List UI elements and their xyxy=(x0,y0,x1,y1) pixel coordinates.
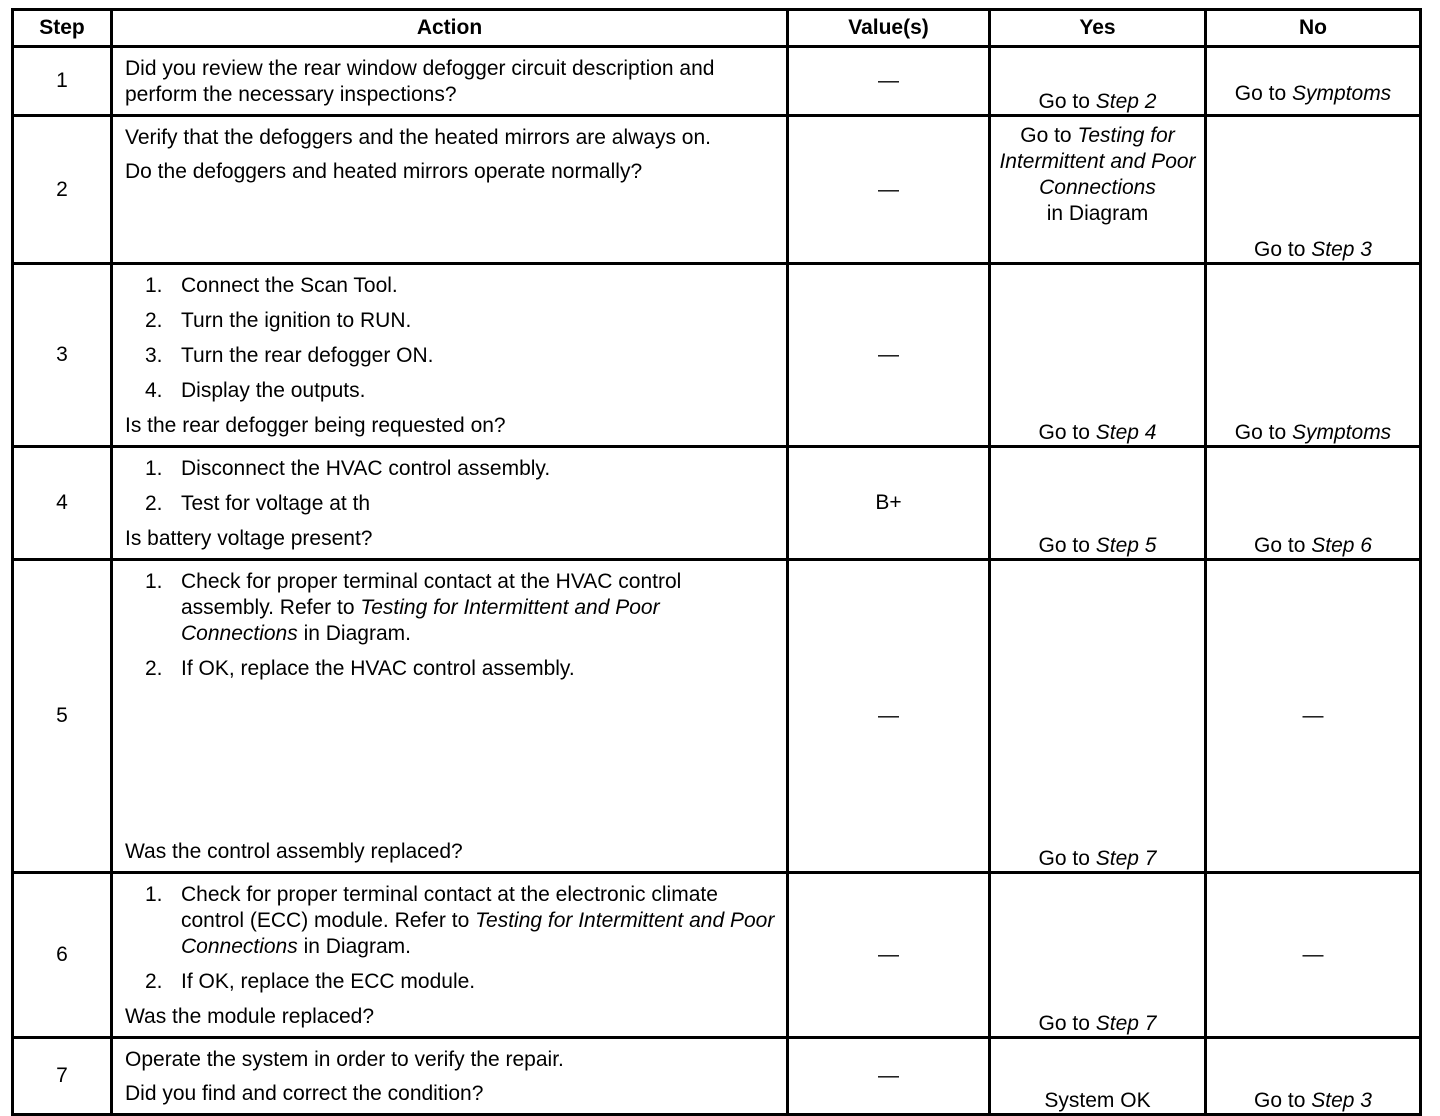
action-cell xyxy=(112,47,788,116)
diagnostic-table xyxy=(11,8,1422,1116)
yes-suffix: in Diagram xyxy=(1046,202,1149,225)
action-question: Did you find and correct the condition? xyxy=(125,1082,484,1105)
table-row xyxy=(13,873,1421,1038)
action-text: Did you review the rear window defogger circuit description and perform the necessary inspections? xyxy=(125,57,715,106)
action-step: 2. Test for voltage at th xyxy=(145,492,371,515)
yes-prefix: Go to xyxy=(1038,90,1096,113)
step-number: 6 xyxy=(13,873,112,1038)
header-step: Step xyxy=(13,10,112,47)
no-link[interactable]: Step 3 xyxy=(1311,238,1372,261)
yes-cell xyxy=(990,560,1206,873)
action-cell xyxy=(112,116,788,264)
no-cell xyxy=(1206,116,1421,264)
yes-prefix: Go to xyxy=(1020,124,1078,147)
header-no: No xyxy=(1206,10,1421,47)
value-cell: — xyxy=(788,47,990,116)
step-number: 4 xyxy=(13,447,112,560)
action-steps xyxy=(125,456,780,526)
action-cell xyxy=(112,447,788,560)
no-prefix: Go to xyxy=(1254,1089,1312,1112)
no-cell xyxy=(1206,264,1421,447)
action-cell xyxy=(112,1038,788,1115)
reference-link[interactable]: Testing for Intermittent and Poor Connections xyxy=(181,909,775,958)
header-yes: Yes xyxy=(990,10,1206,47)
step-number: 7 xyxy=(13,1038,112,1115)
action-question: Was the control assembly replaced? xyxy=(125,840,463,863)
yes-prefix: Go to xyxy=(1038,1012,1096,1035)
yes-link[interactable]: Step 5 xyxy=(1095,534,1157,557)
value-cell: B+ xyxy=(788,447,990,560)
value-cell: — xyxy=(788,1038,990,1115)
no-cell xyxy=(1206,1038,1421,1115)
no-cell xyxy=(1206,47,1421,116)
table-row xyxy=(13,47,1421,116)
action-cell xyxy=(112,264,788,447)
action-step: 2. Turn the ignition to RUN. xyxy=(145,309,412,332)
header-action: Action xyxy=(112,10,788,47)
yes-link[interactable]: Step 2 xyxy=(1095,90,1157,113)
header-row xyxy=(13,10,1421,47)
action-cell xyxy=(112,560,788,873)
no-prefix: Go to xyxy=(1254,534,1312,557)
yes-cell xyxy=(990,447,1206,560)
step-number: 1 xyxy=(13,47,112,116)
action-step: 1. Check for proper terminal contact at the HVAC control assembly. Refer to Testing for Intermittent and Poor Connections in Diagram. xyxy=(145,570,682,645)
action-question: Was the module replaced? xyxy=(125,1005,375,1028)
action-text: Verify that the defoggers and the heated mirrors are always on. xyxy=(125,126,712,149)
yes-prefix: Go to xyxy=(1038,534,1096,557)
yes-prefix: Go to xyxy=(1038,847,1096,870)
action-step: 1. Disconnect the HVAC control assembly. xyxy=(145,457,551,480)
action-step: 2. If OK, replace the ECC module. xyxy=(145,970,476,993)
action-question: Is battery voltage present? xyxy=(125,527,373,550)
table-row xyxy=(13,560,1421,873)
yes-cell xyxy=(990,264,1206,447)
action-cell xyxy=(112,873,788,1038)
table-row xyxy=(13,1038,1421,1115)
action-step: 2. If OK, replace the HVAC control assembly. xyxy=(145,657,575,680)
no-link[interactable]: Step 6 xyxy=(1311,534,1372,557)
yes-cell xyxy=(990,47,1206,116)
no-prefix: Go to xyxy=(1234,82,1292,105)
action-text: Operate the system in order to verify the repair. xyxy=(125,1048,564,1071)
no-prefix: Go to xyxy=(1254,238,1312,261)
step-number: 5 xyxy=(13,560,112,873)
yes-link[interactable]: Step 4 xyxy=(1095,421,1157,444)
yes-cell: System OK xyxy=(990,1038,1206,1115)
no-cell: — xyxy=(1206,560,1421,873)
action-step: 4. Display the outputs. xyxy=(145,379,366,402)
action-question: Is the rear defogger being requested on? xyxy=(125,414,506,437)
yes-link[interactable]: Step 7 xyxy=(1095,1012,1157,1035)
yes-link[interactable]: Testing for Intermittent and Poor Connections xyxy=(999,124,1196,199)
step-number: 2 xyxy=(13,116,112,264)
reference-link[interactable]: Testing for Intermittent and Poor Connections xyxy=(181,596,660,645)
yes-prefix: Go to xyxy=(1038,421,1096,444)
action-steps xyxy=(125,882,780,1004)
no-link[interactable]: Symptoms xyxy=(1292,82,1392,105)
no-cell xyxy=(1206,447,1421,560)
action-question: Do the defoggers and heated mirrors operate normally? xyxy=(125,160,643,183)
value-cell: — xyxy=(788,560,990,873)
yes-cell xyxy=(990,873,1206,1038)
value-cell: — xyxy=(788,264,990,447)
yes-cell xyxy=(990,116,1206,264)
no-cell: — xyxy=(1206,873,1421,1038)
value-cell: — xyxy=(788,116,990,264)
header-values: Value(s) xyxy=(788,10,990,47)
yes-link[interactable]: Step 7 xyxy=(1095,847,1157,870)
table-row xyxy=(13,264,1421,447)
action-step: 3. Turn the rear defogger ON. xyxy=(145,344,434,367)
no-link[interactable]: Symptoms xyxy=(1292,421,1392,444)
action-step: 1. Connect the Scan Tool. xyxy=(145,274,398,297)
table-row xyxy=(13,116,1421,264)
no-prefix: Go to xyxy=(1234,421,1292,444)
action-steps xyxy=(125,569,780,691)
action-steps xyxy=(125,273,780,413)
value-cell: — xyxy=(788,873,990,1038)
action-step: 1. Check for proper terminal contact at the electronic climate control (ECC) module. Refer to Testing for Intermittent and Poor Connections in Diagram. xyxy=(145,883,775,958)
no-link[interactable]: Step 3 xyxy=(1311,1089,1372,1112)
step-number: 3 xyxy=(13,264,112,447)
table-row xyxy=(13,447,1421,560)
